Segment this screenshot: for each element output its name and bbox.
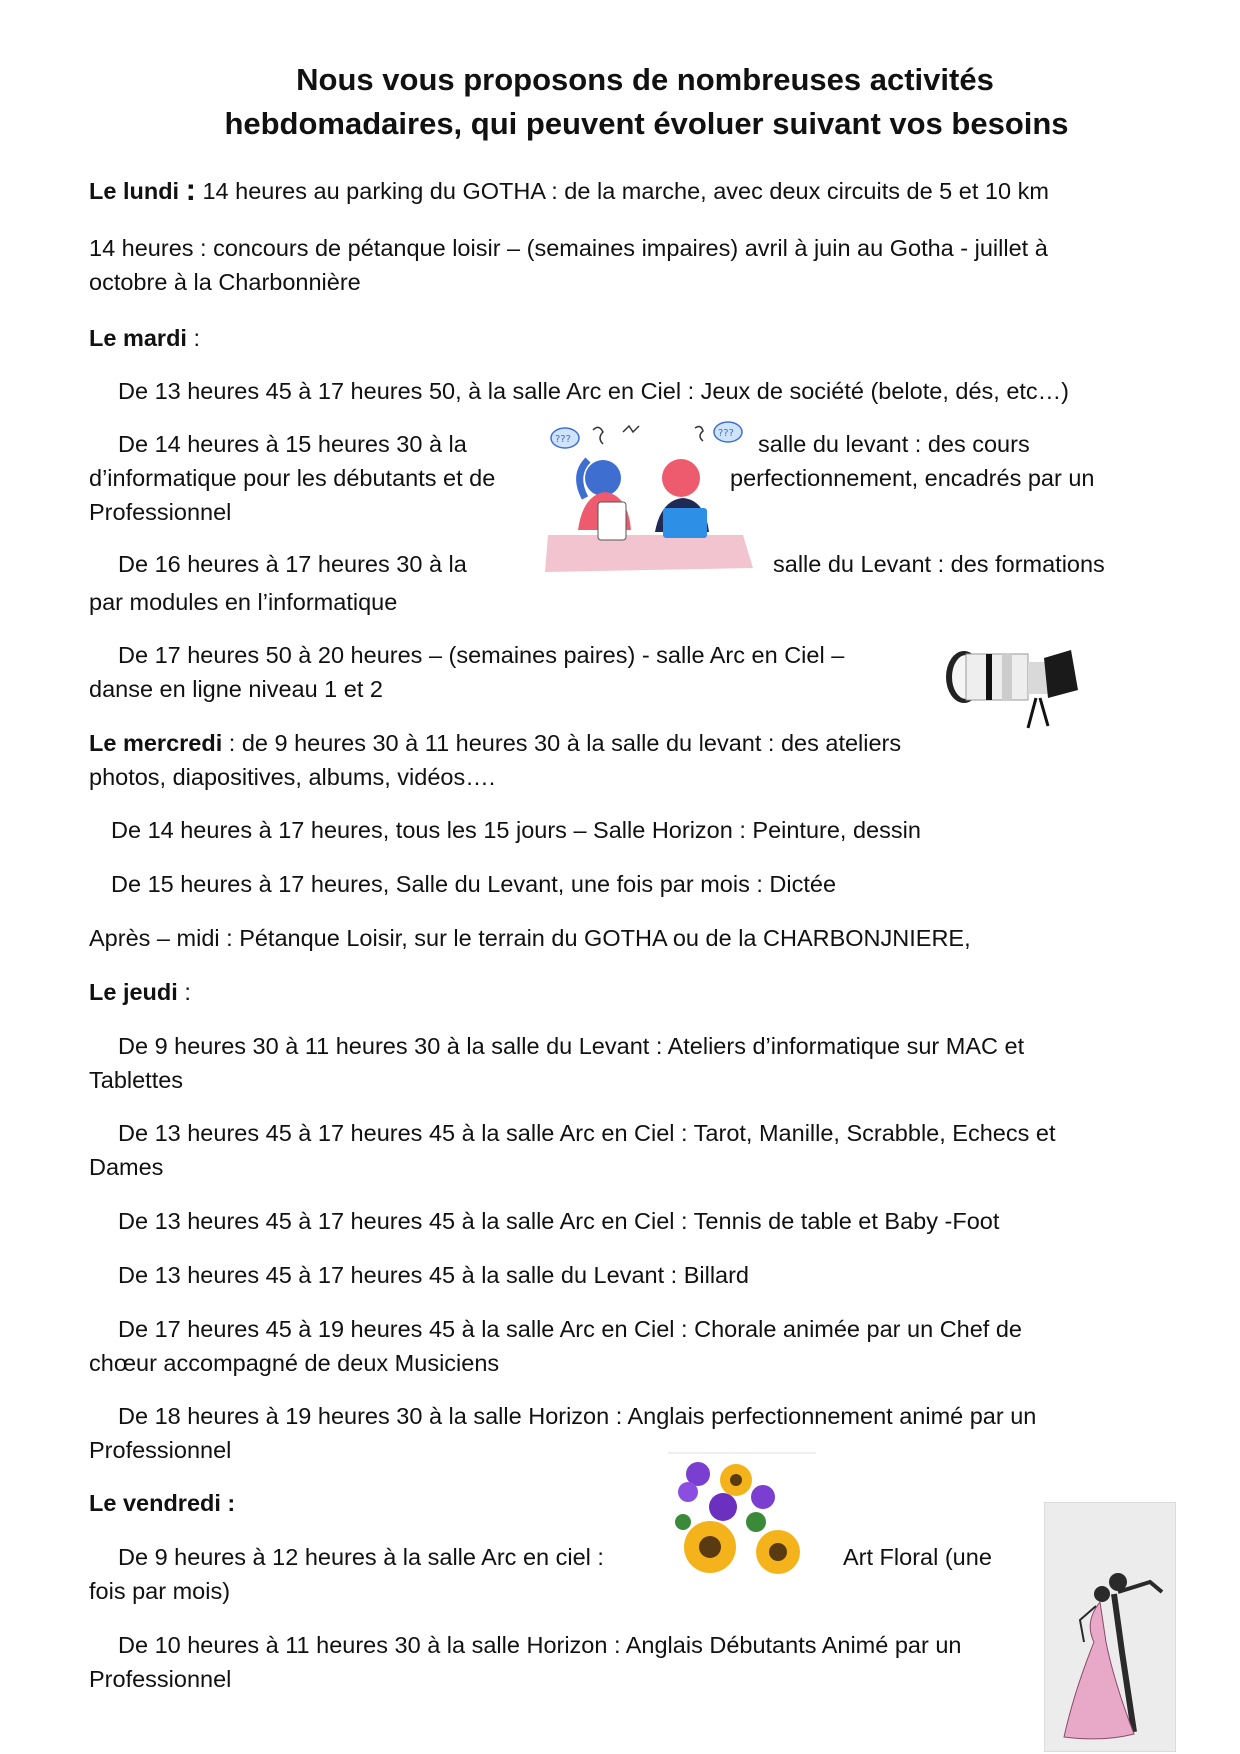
flower-bouquet-illustration bbox=[668, 1452, 816, 1592]
mardi-heading bbox=[89, 321, 200, 355]
mercredi-line-2: photos, diapositives, albums, vidéos…. bbox=[89, 764, 496, 790]
svg-text:???: ??? bbox=[555, 434, 571, 445]
mercredi-item-2: De 15 heures à 17 heures, Salle du Levant, une fois par mois : Dictée bbox=[111, 871, 837, 897]
computer-users-illustration bbox=[543, 420, 758, 575]
mercredi-text: : de 9 heures 30 à 11 heures 30 à la salle du levant : des ateliers bbox=[222, 730, 902, 756]
mardi-item-2-right-1: salle du levant : des cours bbox=[758, 431, 1030, 457]
mardi-item-2-right-2: perfectionnement, encadrés par un bbox=[730, 465, 1095, 491]
camera-lens-illustration bbox=[936, 640, 1086, 730]
lundi-petanque-line-2: octobre à la Charbonnière bbox=[89, 269, 361, 295]
mercredi-apres-midi: Après – midi : Pétanque Loisir, sur le terrain du GOTHA ou de la CHARBONJNIERE, bbox=[89, 925, 971, 951]
mercredi-label: Le mercredi bbox=[89, 730, 223, 756]
mardi-label: Le mardi bbox=[89, 325, 187, 351]
mardi-item-2-left-1: De 14 heures à 15 heures 30 à la bbox=[118, 431, 467, 457]
title-line-1: Nous vous proposons de nombreuses activités bbox=[296, 62, 994, 97]
mardi-item-2-left-3: Professionnel bbox=[89, 499, 232, 525]
vendredi-item-1-left: De 9 heures à 12 heures à la salle Arc en ciel : bbox=[118, 1544, 604, 1570]
vendredi-item-1-right: Art Floral (une bbox=[843, 1544, 992, 1570]
mardi-item-1: De 13 heures 45 à 17 heures 50, à la salle Arc en Ciel : Jeux de société (belote, dés, etc…) bbox=[118, 378, 1069, 404]
jeudi-item-2-line-1: De 13 heures 45 à 17 heures 45 à la salle Arc en Ciel : Tarot, Manille, Scrabble, Echecs et bbox=[118, 1120, 1056, 1146]
lundi-petanque-line-1: 14 heures : concours de pétanque loisir – (semaines impaires) avril à juin au Gotha - juillet à bbox=[89, 235, 1048, 261]
svg-text:???: ??? bbox=[718, 428, 734, 439]
title-line-2: hebdomadaires, qui peuvent évoluer suivant vos besoins bbox=[224, 106, 1069, 141]
page-title bbox=[0, 58, 1240, 146]
jeudi-item-3: De 13 heures 45 à 17 heures 45 à la salle Arc en Ciel : Tennis de table et Baby -Foot bbox=[118, 1208, 1000, 1234]
dancing-couple-illustration bbox=[1044, 1502, 1176, 1752]
jeudi-item-1-line-2: Tablettes bbox=[89, 1067, 184, 1093]
jeudi-item-6-line-2: Professionnel bbox=[89, 1437, 232, 1463]
vendredi-item-2-line-2: Professionnel bbox=[89, 1666, 232, 1692]
jeudi-item-5-line-2: chœur accompagné de deux Musiciens bbox=[89, 1350, 500, 1376]
jeudi-item-2-line-2: Dames bbox=[89, 1154, 164, 1180]
lundi-line bbox=[89, 173, 1049, 208]
mardi-item-3-left-1: De 16 heures à 17 heures 30 à la bbox=[118, 551, 467, 577]
lundi-label: Le lundi bbox=[89, 178, 180, 204]
jeudi-item-5-line-1: De 17 heures 45 à 19 heures 45 à la salle Arc en Ciel : Chorale animée par un Chef de bbox=[118, 1316, 1023, 1342]
jeudi-item-1-line-1: De 9 heures 30 à 11 heures 30 à la salle du Levant : Ateliers d’informatique sur MAC et bbox=[118, 1033, 1025, 1059]
mercredi-item-1: De 14 heures à 17 heures, tous les 15 jours – Salle Horizon : Peinture, dessin bbox=[111, 817, 921, 843]
vendredi-label: Le vendredi : bbox=[89, 1490, 236, 1516]
mardi-item-2-left-2: d’informatique pour les débutants et de bbox=[89, 465, 496, 491]
jeudi-label: Le jeudi bbox=[89, 979, 178, 1005]
mardi-item-3-right-1: salle du Levant : des formations bbox=[773, 551, 1105, 577]
lundi-colon: : bbox=[185, 172, 196, 207]
mardi-item-4-line-1: De 17 heures 50 à 20 heures – (semaines paires) - salle Arc en Ciel – bbox=[118, 642, 845, 668]
mardi-item-4-line-2: danse en ligne niveau 1 et 2 bbox=[89, 676, 383, 702]
jeudi-heading bbox=[89, 975, 191, 1009]
vendredi-item-1-line-2: fois par mois) bbox=[89, 1578, 231, 1604]
lundi-walk-text: 14 heures au parking du GOTHA : de la marche, avec deux circuits de 5 et 10 km bbox=[195, 178, 1049, 204]
vendredi-item-2-line-1: De 10 heures à 11 heures 30 à la salle Horizon : Anglais Débutants Animé par un bbox=[118, 1632, 962, 1658]
jeudi-item-6-line-1: De 18 heures à 19 heures 30 à la salle Horizon : Anglais perfectionnement animé par un bbox=[118, 1403, 1037, 1429]
jeudi-colon: : bbox=[177, 979, 191, 1005]
mardi-item-3-left-2: par modules en l’informatique bbox=[89, 589, 398, 615]
jeudi-item-4: De 13 heures 45 à 17 heures 45 à la salle du Levant : Billard bbox=[118, 1262, 750, 1288]
mercredi-line-1 bbox=[89, 726, 901, 760]
mardi-colon: : bbox=[186, 325, 201, 351]
